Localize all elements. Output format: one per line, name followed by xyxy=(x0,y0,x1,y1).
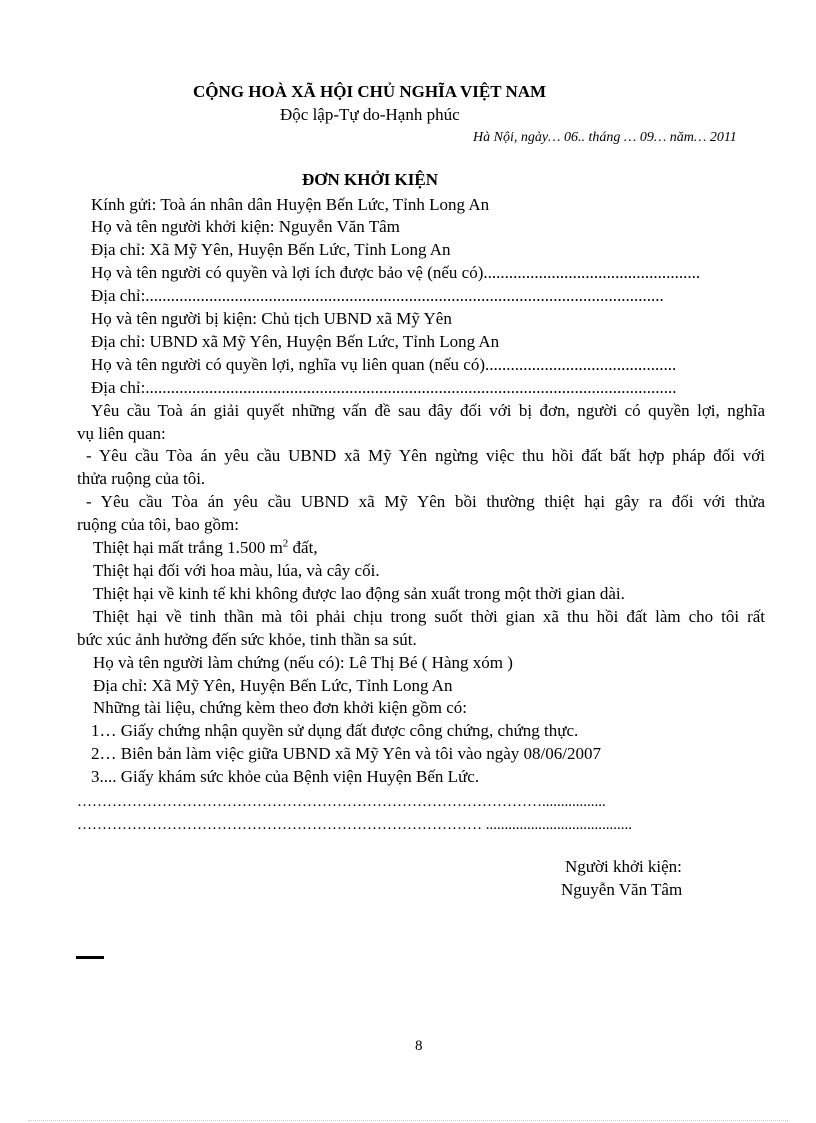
signature-name: Nguyễn Văn Tâm xyxy=(561,880,683,899)
request-1-line-2: thửa ruộng của tôi. xyxy=(77,469,206,488)
related-person-line: Họ và tên người có quyền lợi, nghĩa vụ liên quan (nếu có)............................................. xyxy=(91,355,677,374)
document-date: Hà Nội, ngày… 06.. tháng … 09… năm… 2011 xyxy=(473,130,737,145)
damage-3-line: Thiệt hại về kinh tế khi không được lao động sản xuất trong một thời gian dài. xyxy=(93,584,625,603)
protected-address-line: Địa chỉ:.......................................................................................................................... xyxy=(91,286,664,305)
footnote-separator xyxy=(76,956,104,959)
page-number: 8 xyxy=(415,1038,423,1054)
page-bottom-divider xyxy=(28,1120,788,1121)
document-item-1: 1… Giấy chứng nhận quyền sử dụng đất được công chứng, chứng thực. xyxy=(91,721,579,740)
damage-1-text: Thiệt hại mất trắng 1.500 m xyxy=(93,538,283,557)
defendant-address-line: Địa chỉ: UBND xã Mỹ Yên, Huyện Bến Lức, Tỉnh Long An xyxy=(91,332,500,351)
plaintiff-address-line: Địa chỉ: Xã Mỹ Yên, Huyện Bến Lức, Tỉnh Long An xyxy=(91,240,451,259)
blank-dots-line-2: ……………………………………………………………………… ....................................... xyxy=(77,817,632,833)
nation-heading: CỘNG HOÀ XÃ HỘI CHỦ NGHĨA VIỆT NAM xyxy=(193,82,547,101)
related-address-line: Địa chỉ:............................................................................................................................. xyxy=(91,378,677,397)
blank-dots-line-1: …………………………………………………………………………………................. xyxy=(77,794,606,810)
damage-1-superscript: 2 xyxy=(282,537,289,550)
plaintiff-name-line: Họ và tên người khởi kiện: Nguyễn Văn Tâm xyxy=(91,217,400,236)
request-2-line-1: - Yêu cầu Tòa án yêu cầu UBND xã Mỹ Yên bồi thường thiệt hại gây ra đối với thửa xyxy=(86,492,765,511)
signature-label: Người khởi kiện: xyxy=(565,857,682,876)
defendant-name-line: Họ và tên người bị kiện: Chủ tịch UBND xã Mỹ Yên xyxy=(91,309,452,328)
request-intro-line-2: vụ liên quan: xyxy=(77,424,166,443)
damage-1-line xyxy=(93,538,318,558)
damage-4-line-2: bức xúc ảnh hưởng đến sức khỏe, tinh thần sa sút. xyxy=(77,630,417,649)
protected-person-line: Họ và tên người có quyền và lợi ích được bảo vệ (nếu có)................................................... xyxy=(91,263,701,282)
national-motto: Độc lập-Tự do-Hạnh phúc xyxy=(280,105,460,124)
witness-name-line: Họ và tên người làm chứng (nếu có): Lê Thị Bé ( Hàng xóm ) xyxy=(93,653,513,672)
damage-1-suffix: đất, xyxy=(288,538,318,557)
recipient-line: Kính gửi: Toà án nhân dân Huyện Bến Lức, Tỉnh Long An xyxy=(91,195,490,214)
documents-intro-line: Những tài liệu, chứng kèm theo đơn khởi kiện gồm có: xyxy=(93,698,467,717)
damage-4-line-1: Thiệt hại về tinh thần mà tôi phải chịu trong suốt thời gian xã thu hồi đất làm cho tôi rất xyxy=(93,607,765,626)
witness-address-line: Địa chỉ: Xã Mỹ Yên, Huyện Bến Lức, Tỉnh Long An xyxy=(93,676,453,695)
document-title: ĐƠN KHỞI KIỆN xyxy=(302,170,439,189)
document-item-3: 3.... Giấy khám sức khỏe của Bệnh viện Huyện Bến Lức. xyxy=(91,767,480,786)
request-1-line-1: - Yêu cầu Tòa án yêu cầu UBND xã Mỹ Yên ngừng việc thu hồi đất bất hợp pháp đối với xyxy=(86,446,765,465)
request-2-line-2: ruộng của tôi, bao gồm: xyxy=(77,515,239,534)
damage-2-line: Thiệt hại đối với hoa màu, lúa, và cây cối. xyxy=(93,561,380,580)
request-intro-line-1: Yêu cầu Toà án giải quyết những vấn đề sau đây đối với bị đơn, người có quyền lợi, nghĩa xyxy=(91,401,765,420)
document-item-2: 2… Biên bản làm việc giữa UBND xã Mỹ Yên và tôi vào ngày 08/06/2007 xyxy=(91,744,601,763)
